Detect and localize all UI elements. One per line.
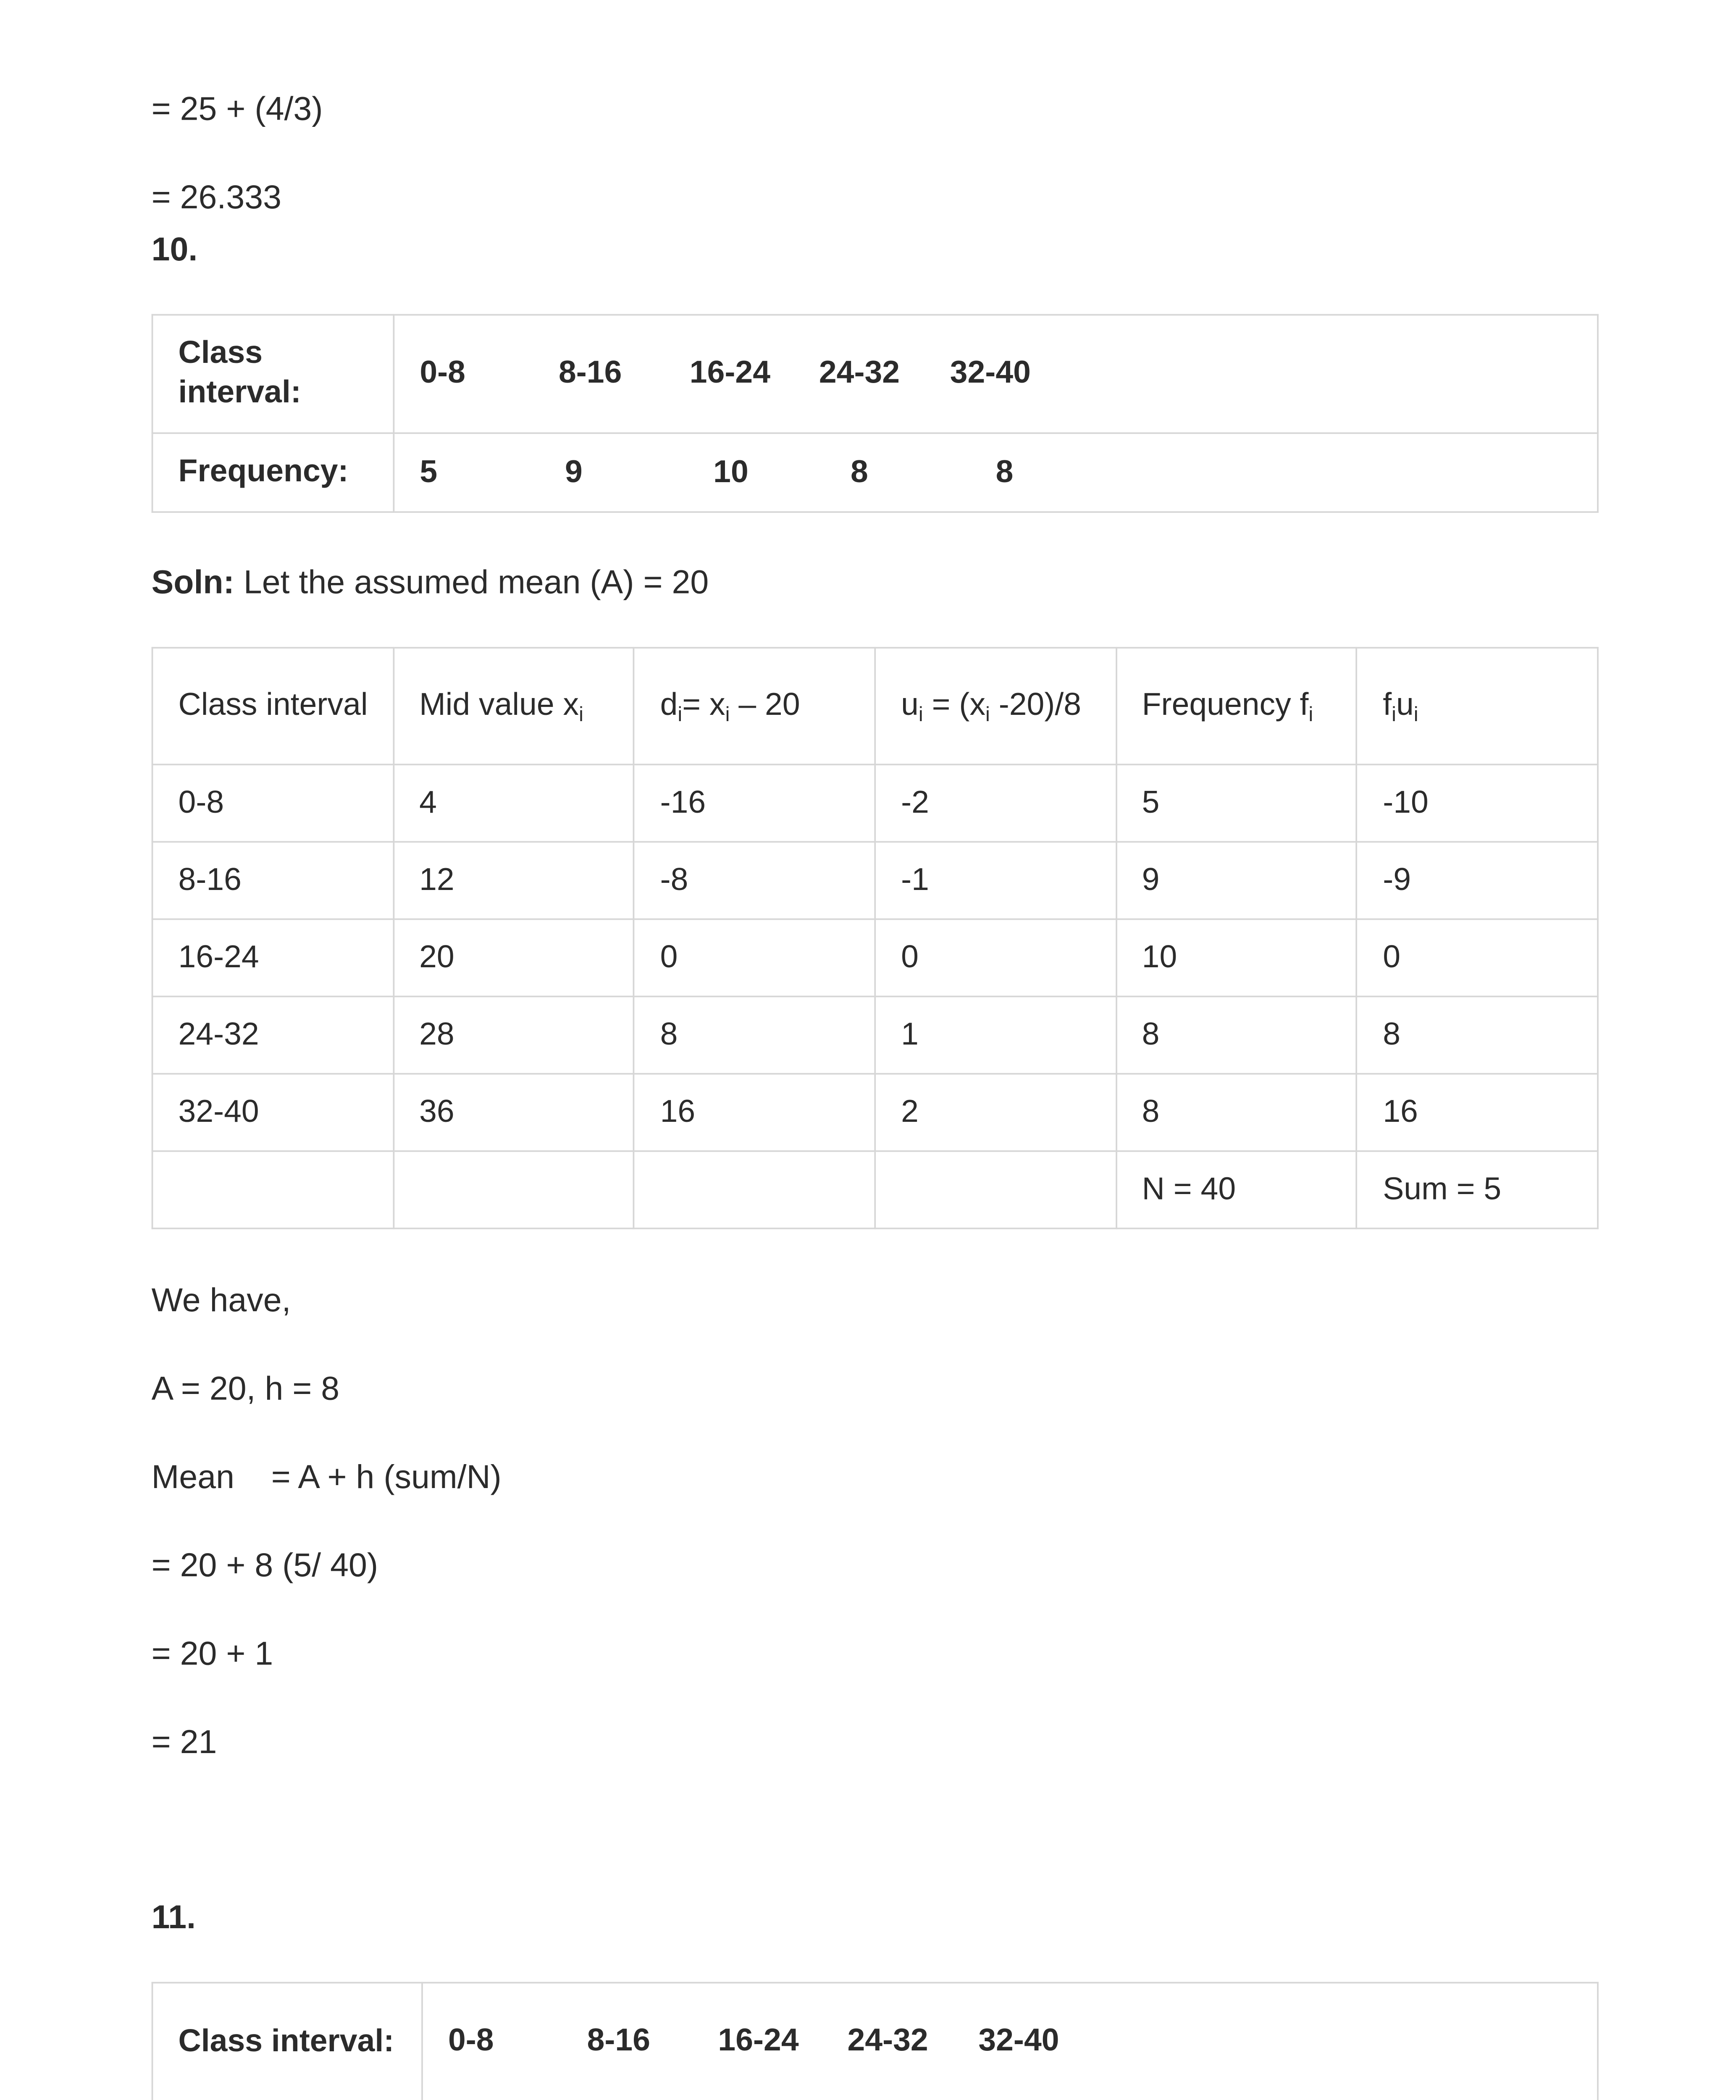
table-cell: 36	[393, 1074, 634, 1151]
table-cell: 9	[1116, 842, 1357, 919]
table-cell: 0	[1357, 919, 1598, 996]
question-number: 11.	[151, 1900, 196, 1936]
text-line: Mean = A + h (sum/N)	[151, 1460, 502, 1496]
table-header-row	[152, 648, 1598, 764]
solution-line	[152, 565, 709, 603]
table-cell: -16	[634, 764, 875, 842]
table-cell: 16	[1357, 1074, 1598, 1151]
table-total-row	[152, 1151, 1598, 1228]
class-value: 24-32	[847, 2024, 928, 2059]
class-value: 0-8	[448, 2024, 494, 2059]
table-cell: 16	[634, 1074, 875, 1151]
header-deviation: $d_i= x_i - 20$	[634, 648, 875, 764]
question-number: 10.	[151, 232, 198, 268]
table-cell: 12	[393, 842, 634, 919]
table-cell: 0-8	[152, 764, 394, 842]
table-cell: 0	[634, 919, 875, 996]
text-line: = 21	[151, 1725, 217, 1761]
table-cell: 8	[634, 997, 875, 1074]
table-cell: 2	[875, 1074, 1116, 1151]
table-cell: 16-24	[152, 919, 394, 996]
equation-line: = 26.333	[151, 180, 282, 216]
frequency-value: 5	[420, 454, 438, 489]
text-line: A = 20, h = 8	[151, 1371, 340, 1408]
header-fu: $f_iu_i$	[1357, 648, 1598, 764]
table-row	[152, 315, 1598, 433]
class-frequency-table	[152, 314, 1599, 513]
table-cell-values	[394, 315, 1598, 433]
table-cell: 8	[1116, 1074, 1357, 1151]
table-cell: 0	[875, 919, 1116, 996]
table-cell-label: Class interval:	[152, 1983, 422, 2100]
class-value: 8-16	[558, 356, 622, 391]
table-row	[152, 919, 1598, 996]
frequency-value: 8	[851, 454, 868, 489]
total-sum-cell: Sum = 5	[1357, 1151, 1598, 1228]
table-cell: 10	[1116, 919, 1357, 996]
table-cell-label: Frequency:	[152, 433, 394, 512]
table-cell-values	[394, 433, 1598, 512]
table-cell: 32-40	[152, 1074, 394, 1151]
table-row	[152, 997, 1598, 1074]
table-cell: 1	[875, 997, 1116, 1074]
table-cell-label: Class interval:	[152, 315, 394, 433]
frequency-value: 8	[995, 454, 1014, 489]
header-class: Class interval	[152, 648, 394, 764]
header-step-deviation: $u_i = (x_i$ -20)/8	[875, 648, 1116, 764]
frequency-value: 10	[713, 454, 749, 489]
solution-table	[152, 647, 1599, 1229]
table-cell	[634, 1151, 875, 1228]
table-cell: 4	[393, 764, 634, 842]
table-cell: 5	[1116, 764, 1357, 842]
class-value: 8-16	[587, 2024, 651, 2059]
equation-line: = 25 + (4/3)	[151, 91, 323, 128]
table-cell	[875, 1151, 1116, 1228]
table-cell: -2	[875, 764, 1116, 842]
table-cell	[152, 1151, 394, 1228]
table-cell: -10	[1357, 764, 1598, 842]
table-cell: 8-16	[152, 842, 394, 919]
soln-text: Let the assumed mean (A) = 20	[234, 565, 709, 601]
table-cell: 8	[1357, 997, 1598, 1074]
table-cell: -8	[634, 842, 875, 919]
table-cell: -1	[875, 842, 1116, 919]
total-frequency-cell: N = 40	[1116, 1151, 1357, 1228]
table-cell-values	[422, 1983, 1598, 2100]
table-row	[152, 842, 1598, 919]
text-line: We have,	[151, 1283, 291, 1319]
class-value: 16-24	[689, 356, 771, 391]
table-cell: -9	[1357, 842, 1598, 919]
frequency-value: 9	[565, 454, 583, 489]
header-frequency: Frequency $f_i$	[1116, 648, 1357, 764]
text-line: = 20 + 8 (5/ 40)	[151, 1548, 378, 1585]
table-row	[152, 433, 1598, 512]
table-cell: 24-32	[152, 997, 394, 1074]
class-value: 24-32	[819, 356, 900, 391]
table-cell: 20	[393, 919, 634, 996]
header-mid-value: Mid value $x_i$	[393, 648, 634, 764]
table-row	[152, 1983, 1598, 2100]
class-value: 16-24	[718, 2024, 799, 2059]
table-row	[152, 1074, 1598, 1151]
class-value: 32-40	[950, 356, 1031, 391]
table-cell: 8	[1116, 997, 1357, 1074]
class-frequency-table	[152, 1982, 1599, 2100]
soln-label: Soln:	[151, 565, 234, 601]
table-row	[152, 764, 1598, 842]
text-line: = 20 + 1	[151, 1636, 273, 1673]
table-cell: 28	[393, 997, 634, 1074]
table-cell	[393, 1151, 634, 1228]
class-value: 32-40	[978, 2024, 1059, 2059]
class-value: 0-8	[420, 356, 465, 391]
